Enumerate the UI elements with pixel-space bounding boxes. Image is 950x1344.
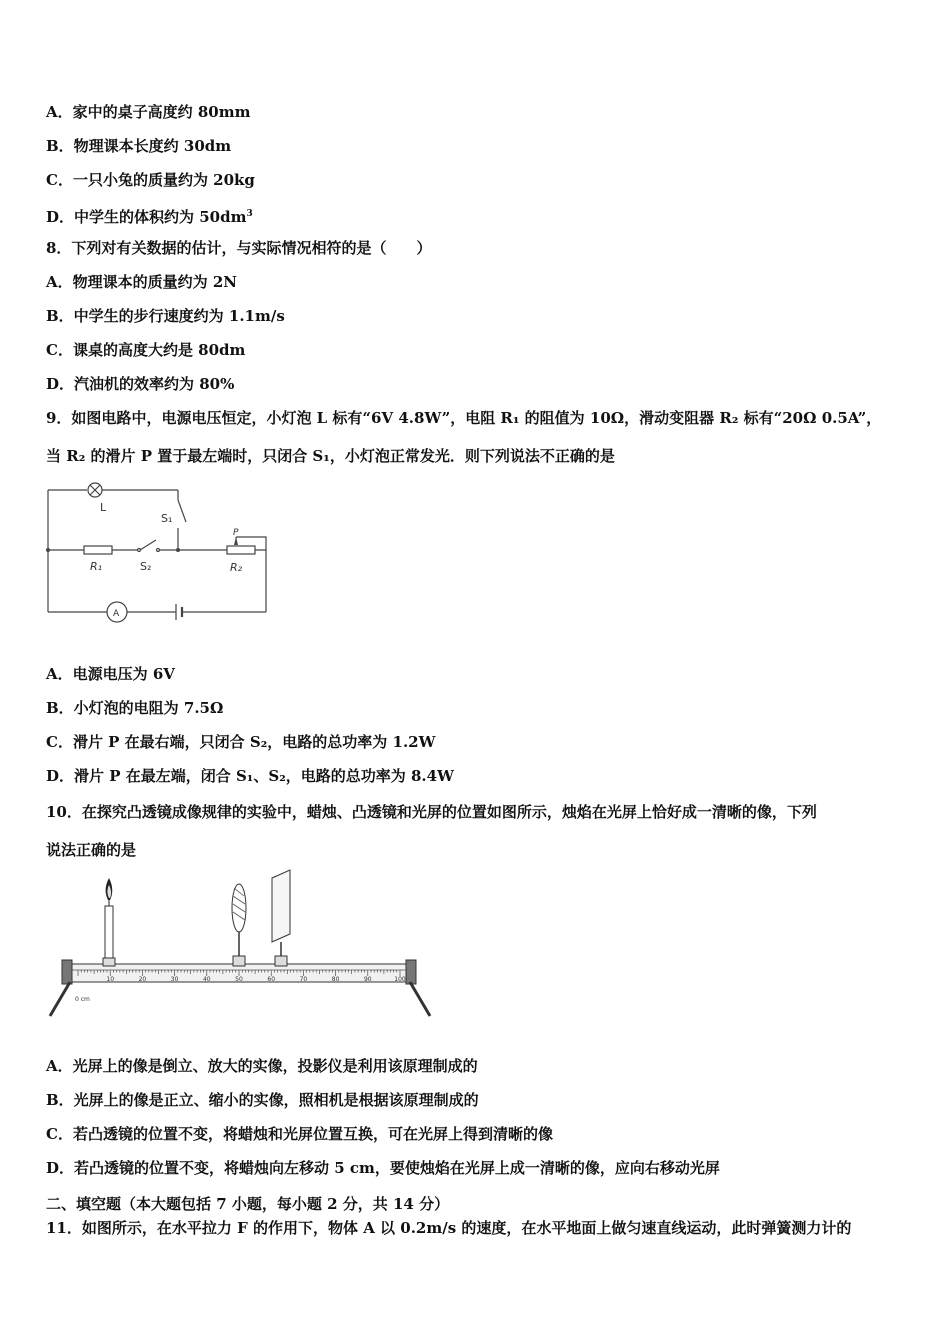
right-leg bbox=[410, 982, 430, 1016]
q9-option-a: A．电源电压为 6V bbox=[46, 665, 175, 683]
label-p: P bbox=[233, 528, 239, 538]
light-screen bbox=[272, 870, 290, 966]
scale-unit-label: 0 cm bbox=[75, 996, 90, 1003]
q10-option-b: B．光屏上的像是正立、缩小的实像，照相机是根据该原理制成的 bbox=[46, 1091, 479, 1109]
scale-tick-label: 40 bbox=[202, 976, 211, 983]
q9-option-c: C．滑片 P 在最右端，只闭合 S₂，电路的总功率为 1.2W bbox=[46, 733, 436, 751]
q7-option-c: C．一只小兔的质量约为 20kg bbox=[46, 171, 255, 189]
q9-option-d: D．滑片 P 在最左端，闭合 S₁、S₂，电路的总功率为 8.4W bbox=[46, 767, 454, 785]
q8-option-b: B．中学生的步行速度约为 1.1m/s bbox=[46, 307, 285, 325]
q7-option-d-exponent: 3 bbox=[246, 209, 253, 219]
q8-stem: 8．下列对有关数据的估计，与实际情况相符的是（ ） bbox=[46, 239, 432, 257]
q7-option-b: B．物理课本长度约 30dm bbox=[46, 137, 232, 155]
label-ammeter: A bbox=[113, 609, 120, 619]
convex-lens bbox=[232, 884, 246, 966]
label-s2: S₂ bbox=[140, 560, 152, 573]
scale-tick-label: 100 bbox=[394, 976, 406, 983]
q7-option-d bbox=[46, 204, 253, 227]
label-r1: R₁ bbox=[90, 560, 103, 573]
q10-option-d: D．若凸透镜的位置不变，将蜡烛向左移动 5 cm，要使烛焰在光屏上成一清晰的像，应向右移动光屏 bbox=[46, 1159, 720, 1177]
candle bbox=[103, 878, 115, 966]
q8-option-a: A．物理课本的质量约为 2N bbox=[46, 273, 238, 291]
switch-s2-blade bbox=[140, 540, 156, 550]
circuit-diagram bbox=[40, 478, 280, 628]
label-s1: S₁ bbox=[161, 512, 173, 525]
resistor-r1 bbox=[84, 546, 112, 554]
q7-option-a: A．家中的桌子高度约 80mm bbox=[46, 103, 251, 121]
label-r2: R₂ bbox=[230, 561, 243, 574]
scale-tick-label: 60 bbox=[267, 976, 276, 983]
q10-option-a: A．光屏上的像是倒立、放大的实像，投影仪是利用该原理制成的 bbox=[46, 1057, 478, 1075]
resistor-r2 bbox=[227, 546, 255, 554]
q9-stem-line1: 9．如图电路中，电源电压恒定，小灯泡 L 标有“6V 4.8W”，电阻 R₁ 的阻值为 10Ω，滑动变阻器 R₂ 标有“20Ω 0.5A”， bbox=[46, 409, 882, 427]
optical-bench-figure bbox=[44, 866, 436, 1022]
q10-stem-line1: 10．在探究凸透镜成像规律的实验中，蜡烛、凸透镜和光屏的位置如图所示，烛焰在光屏上恰好成一清晰的像，下列 bbox=[46, 803, 817, 821]
scale-tick-label: 50 bbox=[235, 976, 243, 983]
scale-tick-label: 10 bbox=[106, 976, 115, 983]
q9-stem-line2: 当 R₂ 的滑片 P 置于最左端时，只闭合 S₁，小灯泡正常发光．则下列说法不正确的是 bbox=[46, 447, 615, 465]
label-lamp: L bbox=[100, 501, 107, 514]
q8-option-d: D．汽油机的效率约为 80% bbox=[46, 375, 235, 393]
q11-stem: 11．如图所示，在水平拉力 F 的作用下，物体 A 以 0.2m/s 的速度，在水平地面上做匀速直线运动，此时弹簧测力计的 bbox=[46, 1219, 852, 1237]
scale-tick-label: 90 bbox=[363, 976, 372, 983]
left-leg bbox=[50, 982, 70, 1016]
q10-stem-line2: 说法正确的是 bbox=[46, 841, 137, 859]
scale-tick-label: 20 bbox=[138, 976, 147, 983]
q7-option-d-text: D．中学生的体积约为 50dm bbox=[46, 208, 247, 226]
q8-option-c: C．课桌的高度大约是 80dm bbox=[46, 341, 246, 359]
scale-tick-label: 70 bbox=[299, 976, 308, 983]
section2-heading: 二、填空题（本大题包括 7 小题，每小题 2 分，共 14 分） bbox=[46, 1195, 450, 1213]
switch-s1-blade bbox=[178, 500, 186, 522]
scale-tick-label: 30 bbox=[170, 976, 179, 983]
q9-option-b: B．小灯泡的电阻为 7.5Ω bbox=[46, 699, 224, 717]
q10-option-c: C．若凸透镜的位置不变，将蜡烛和光屏位置互换，可在光屏上得到清晰的像 bbox=[46, 1125, 553, 1143]
scale-tick-label: 80 bbox=[331, 976, 340, 983]
